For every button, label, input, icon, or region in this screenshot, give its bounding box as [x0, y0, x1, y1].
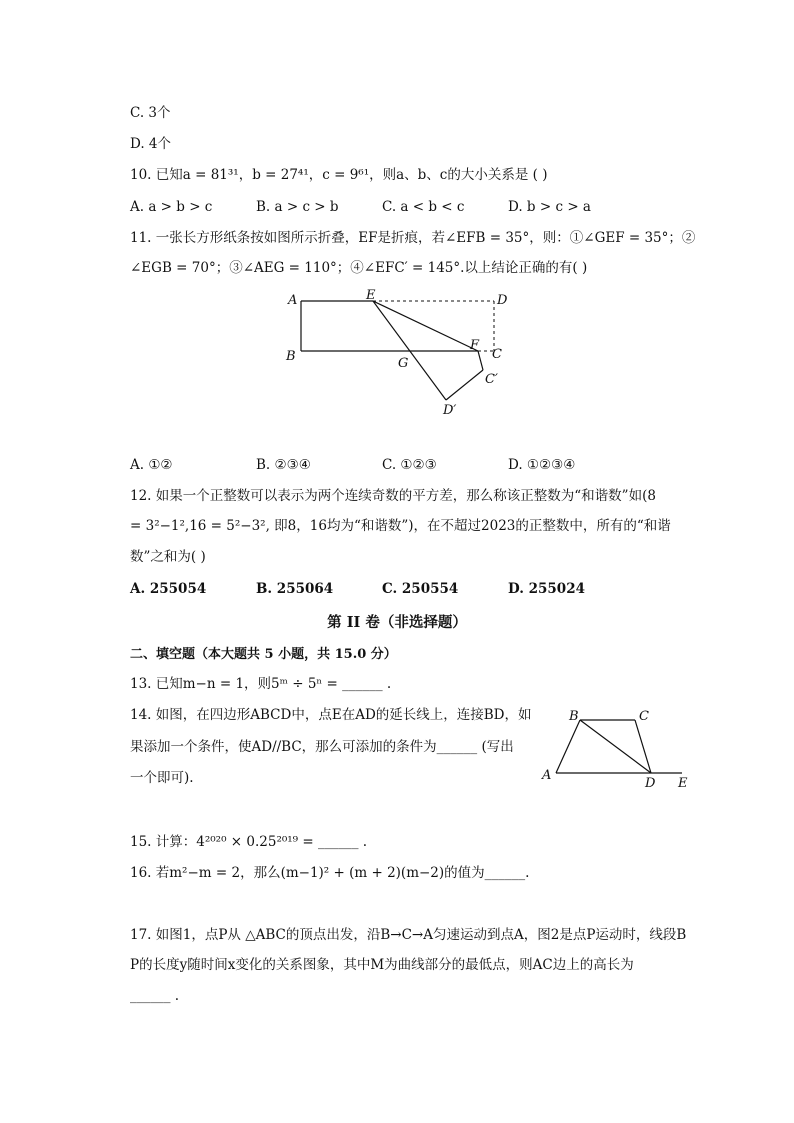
q10-stem: 10. 已知a = 81³¹，b = 27⁴¹，c = 9⁶¹，则a、b、c的大小关系是 ( ) [130, 167, 548, 183]
q14-stem-line3: 一个即可). [130, 770, 194, 786]
q12-option-a: A. 255054 [130, 581, 207, 597]
q11-option-b: B. ②③④ [256, 457, 311, 473]
q12-option-d: D. 255024 [508, 581, 585, 597]
q11-label-c: C [492, 347, 502, 362]
part2-title: 第 II 卷（非选择题） [327, 614, 467, 631]
q11-stem-line1: 11. 一张长方形纸条按如图所示折叠，EF是折痕，若∠EFB = 35°，则：①∠GEF = 35°；② [130, 230, 696, 246]
q11-option-d: D. ①②③④ [508, 457, 576, 473]
q14-label-b: B [569, 709, 579, 724]
q11-label-c-prime: C′ [485, 372, 498, 387]
q11-option-c: C. ①②③ [382, 457, 437, 473]
q14-label-d: D [645, 776, 656, 791]
q14-stem-line2: 果添加一个条件，使AD//BC，那么可添加的条件为______ (写出 [130, 739, 514, 755]
q17-stem-line2: P的长度y随时间x变化的关系图象，其中M为曲线部分的最低点，则AC边上的高长为 [130, 957, 634, 973]
q14-edge-cd [635, 720, 651, 773]
q13-text: 13. 已知m−n = 1，则5ᵐ ÷ 5ⁿ = ______ . [130, 676, 392, 692]
q12-stem-line1: 12. 如果一个正整数可以表示为两个连续奇数的平方差，那么称该正整数为“和谐数”如(8 [130, 488, 656, 504]
q14-label-a: A [542, 768, 552, 783]
q14-diagonal-bd [580, 720, 651, 773]
q10-option-d: D. b > c > a [508, 199, 591, 215]
q11-edge-d-prime-c-prime [446, 370, 483, 400]
q9-option-d: D. 4个 [130, 136, 172, 152]
q14-stem-line1: 14. 如图，在四边形ABCD中，点E在AD的延长线上，连接BD，如 [130, 707, 532, 723]
section2-title: 二、填空题（本大题共 5 小题，共 15.0 分） [130, 647, 397, 662]
q10-option-a: A. a > b > c [130, 199, 213, 215]
q12-option-c: C. 250554 [382, 581, 459, 597]
q11-label-b: B [286, 349, 296, 364]
q11-label-d: D [497, 293, 508, 308]
q10-option-b: B. a > c > b [256, 199, 339, 215]
q11-label-f: F [470, 338, 480, 353]
q11-label-d-prime: D′ [443, 403, 457, 418]
q16-text: 16. 若m²−m = 2，那么(m−1)² + (m + 2)(m−2)的值为______. [130, 865, 530, 881]
q11-label-e: E [366, 288, 376, 303]
q11-label-g: G [398, 356, 409, 371]
q17-stem-line1: 17. 如图1，点P从 △ABC的顶点出发，沿B→C→A匀速运动到点A，图2是点P运动时，线段B [130, 927, 687, 943]
q12-option-b: B. 255064 [256, 581, 334, 597]
q12-stem-line3: 数”之和为( ) [130, 549, 206, 565]
q11-stem-line2: ∠EGB = 70°；③∠AEG = 110°；④∠EFC′ = 145°.以上结论正确的有( ) [130, 260, 588, 276]
q17-stem-line3: ______ . [130, 988, 180, 1004]
q11-option-a: A. ①② [130, 457, 173, 473]
q15-text: 15. 计算：4²⁰²⁰ × 0.25²⁰¹⁹ = ______ . [130, 834, 368, 850]
q9-option-c: C. 3个 [130, 105, 171, 121]
q11-label-a: A [288, 293, 298, 308]
q10-option-c: C. a < b < c [382, 199, 465, 215]
q12-stem-line2: = 3²−1²,16 = 5²−3², 即8，16均为“和谐数”)，在不超过2023的正整数中，所有的“和谐 [130, 518, 671, 534]
q14-label-c: C [639, 709, 649, 724]
q14-quadrilateral-figure [535, 702, 695, 792]
q11-edge-fc-prime [478, 351, 483, 370]
q14-label-e: E [678, 776, 688, 791]
q14-edge-ab [556, 720, 580, 773]
q11-fold-ef [373, 301, 478, 351]
q11-fold-figure [280, 288, 520, 420]
